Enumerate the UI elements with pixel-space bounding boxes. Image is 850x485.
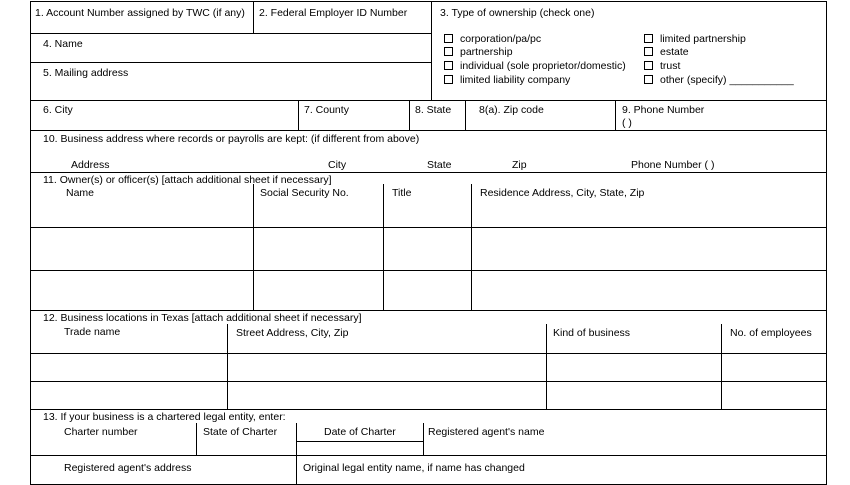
checkbox-estate[interactable] xyxy=(644,47,653,56)
rule-right xyxy=(826,1,827,485)
rule-10 xyxy=(30,381,827,382)
rule-6 xyxy=(30,227,827,228)
city-label: 6. City xyxy=(43,104,73,116)
vrule-r12b xyxy=(546,324,547,409)
account-number-field[interactable] xyxy=(31,19,252,32)
vrule-r6a xyxy=(298,100,299,130)
rule-date-under xyxy=(296,441,424,442)
checkbox-llc[interactable] xyxy=(444,75,453,84)
option-limited-partnership: limited partnership xyxy=(660,33,746,45)
option-partnership: partnership xyxy=(460,46,513,58)
checkbox-partnership[interactable] xyxy=(444,47,453,56)
records-state-label: State xyxy=(427,159,452,171)
records-phone-label: Phone Number ( ) xyxy=(631,159,715,171)
checkbox-corporation[interactable] xyxy=(444,34,453,43)
date-of-charter-label: Date of Charter xyxy=(324,426,396,438)
option-trust: trust xyxy=(660,60,681,72)
state-of-charter-label: State of Charter xyxy=(203,426,278,438)
vrule-r6c xyxy=(465,100,466,130)
checkbox-trust[interactable] xyxy=(644,61,653,70)
rule-11 xyxy=(30,409,827,410)
vrule-r6b xyxy=(409,100,410,130)
owner-ssn-header: Social Security No. xyxy=(260,187,349,199)
county-label: 7. County xyxy=(304,104,349,116)
fein-label: 2. Federal Employer ID Number xyxy=(259,7,408,19)
vrule-r12c xyxy=(721,324,722,409)
trade-name-header: Trade name xyxy=(64,326,121,338)
option-individual: individual (sole proprietor/domestic) xyxy=(460,60,626,72)
owner-title-header: Title xyxy=(392,187,412,199)
rule-8 xyxy=(30,310,827,311)
owner-residence-header: Residence Address, City, State, Zip xyxy=(480,187,645,199)
rule-top xyxy=(30,1,827,2)
vrule-r6d xyxy=(615,100,616,130)
owners-title: 11. Owner(s) or officer(s) [attach additional sheet if necessary] xyxy=(43,174,332,186)
account-number-label: 1. Account Number assigned by TWC (if any) xyxy=(35,7,245,19)
vrule-r1b xyxy=(431,1,432,100)
rule-7 xyxy=(30,270,827,271)
locations-title: 12. Business locations in Texas [attach additional sheet if necessary] xyxy=(43,312,362,324)
state-label: 8. State xyxy=(415,104,452,116)
vrule-r11b xyxy=(383,184,384,310)
checkbox-individual[interactable] xyxy=(444,61,453,70)
option-llc: limited liability company xyxy=(460,74,571,86)
original-name-label: Original legal entity name, if name has changed xyxy=(303,462,525,474)
rule-4 xyxy=(30,130,827,131)
vrule-r12a xyxy=(227,324,228,409)
charter-title: 13. If your business is a chartered legal entity, enter: xyxy=(43,411,286,423)
vrule-r13a xyxy=(196,423,197,455)
vrule-r11c xyxy=(471,184,472,310)
option-corporation: corporation/pa/pc xyxy=(460,33,542,45)
mailing-address-label: 5. Mailing address xyxy=(43,67,129,79)
kind-of-business-header: Kind of business xyxy=(553,327,631,339)
rule-12 xyxy=(30,455,827,456)
checkbox-limited-partnership[interactable] xyxy=(644,34,653,43)
name-field[interactable] xyxy=(31,48,430,61)
rule-3 xyxy=(30,100,827,101)
option-other: other (specify) ___________ xyxy=(660,74,794,86)
rule-1 xyxy=(30,33,431,34)
zip-label: 8(a). Zip code xyxy=(479,104,544,116)
phone-label: 9. Phone Number xyxy=(622,104,705,116)
vrule-r11a xyxy=(253,184,254,310)
records-zip-label: Zip xyxy=(512,159,527,171)
records-city-label: City xyxy=(328,159,347,171)
rule-left xyxy=(30,1,31,485)
records-address-title: 10. Business address where records or payrolls are kept: (if different from above) xyxy=(43,133,420,145)
vrule-r13b xyxy=(296,423,297,485)
owner-name-header: Name xyxy=(66,187,95,199)
rule-2 xyxy=(30,62,431,63)
name-label: 4. Name xyxy=(43,38,83,50)
phone-area-code: ( ) xyxy=(622,117,632,129)
rule-5 xyxy=(30,172,827,173)
option-estate: estate xyxy=(660,46,689,58)
street-address-header: Street Address, City, Zip xyxy=(236,327,349,339)
checkbox-other[interactable] xyxy=(644,75,653,84)
agent-address-label: Registered agent's address xyxy=(64,462,192,474)
mailing-address-field[interactable] xyxy=(31,80,430,99)
charter-number-label: Charter number xyxy=(64,426,138,438)
agent-name-label: Registered agent's name xyxy=(428,426,545,438)
rule-9 xyxy=(30,353,827,354)
records-address-field[interactable] xyxy=(31,145,826,158)
fein-field[interactable] xyxy=(254,19,430,32)
records-address-label: Address xyxy=(71,159,110,171)
ownership-title: 3. Type of ownership (check one) xyxy=(440,7,595,19)
employees-header: No. of employees xyxy=(730,327,812,339)
vrule-r13c xyxy=(423,423,424,455)
